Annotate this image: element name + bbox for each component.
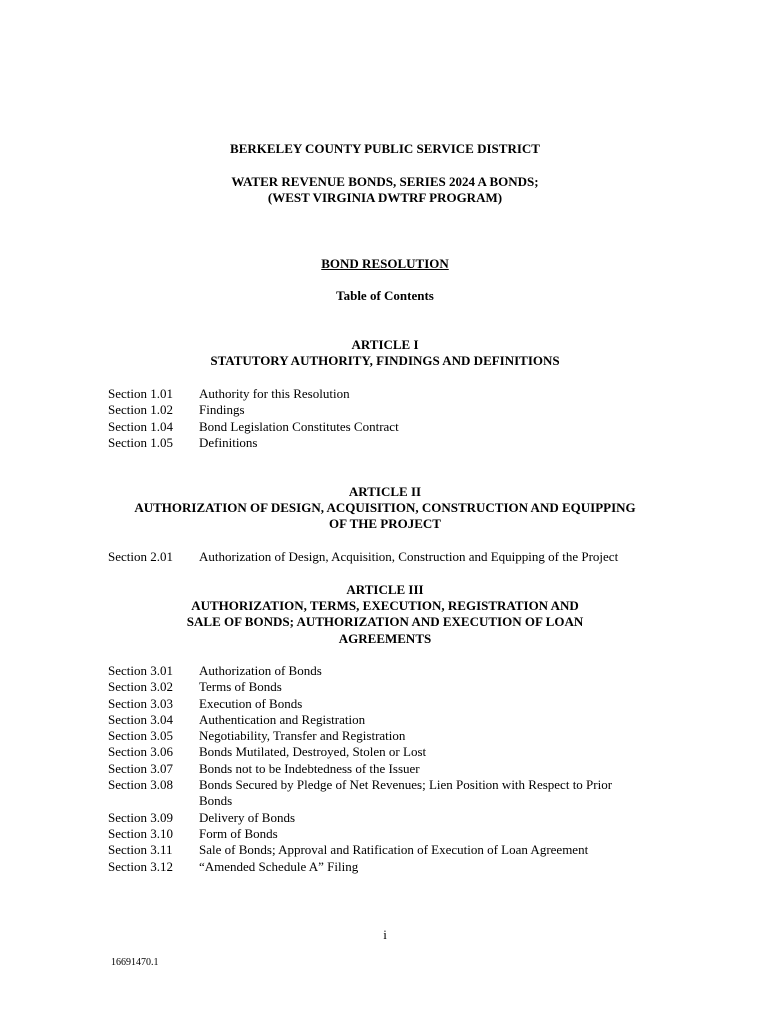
article-1-number: ARTICLE I <box>351 337 419 352</box>
section-title: Authority for this Resolution <box>199 386 350 401</box>
toc-entry[interactable] <box>108 386 668 402</box>
resolution-title-text: BOND RESOLUTION <box>321 256 449 271</box>
bonds-title-line-1: WATER REVENUE BONDS, SERIES 2024 A BONDS; <box>231 174 539 189</box>
resolution-title <box>0 256 770 272</box>
section-title: “Amended Schedule A” Filing <box>199 858 359 874</box>
article-3-section-list <box>108 663 668 875</box>
section-title: Findings <box>199 402 245 418</box>
section-title: Sale of Bonds; Approval and Ratification of Execution of Loan Agreement <box>199 842 589 858</box>
section-title: Execution of Bonds <box>199 695 303 711</box>
section-title: Bonds Mutilated, Destroyed, Stolen or Lost <box>199 744 427 760</box>
toc-entry[interactable] <box>108 402 668 418</box>
article-3-title-line-3: AGREEMENTS <box>338 631 432 646</box>
toc-entry[interactable] <box>108 777 668 810</box>
section-number: Section 3.12 <box>108 858 173 874</box>
article-2-title-line-2: OF THE PROJECT <box>329 516 441 531</box>
section-number: Section 3.02 <box>108 679 173 695</box>
article-1-title: STATUTORY AUTHORITY, FINDINGS AND DEFINITIONS <box>210 353 560 368</box>
article-1-section-list <box>108 386 668 451</box>
section-title: Terms of Bonds <box>199 679 282 695</box>
section-title-line-2: Bonds <box>199 793 233 809</box>
article-2-title-line-1: AUTHORIZATION OF DESIGN, ACQUISITION, CONSTRUCTION AND EQUIPPING <box>134 500 636 515</box>
section-number: Section 3.08 <box>108 777 173 793</box>
bonds-title-line-2: (WEST VIRGINIA DWTRF PROGRAM) <box>267 190 503 205</box>
article-3-title-line-2: SALE OF BONDS; AUTHORIZATION AND EXECUTION OF LOAN <box>186 614 584 629</box>
toc-entry[interactable] <box>108 419 668 435</box>
section-title-line-1: Bonds Secured by Pledge of Net Revenues; Lien Position with Respect to Prior <box>199 777 613 793</box>
section-title: Authentication and Registration <box>199 711 366 727</box>
district-name: BERKELEY COUNTY PUBLIC SERVICE DISTRICT <box>230 141 540 156</box>
toc-entry[interactable] <box>108 826 668 842</box>
toc-heading: Table of Contents <box>336 288 434 303</box>
section-title: Bond Legislation Constitutes Contract <box>199 418 399 434</box>
section-number: Section 1.01 <box>108 386 173 401</box>
toc-entry[interactable] <box>108 859 668 875</box>
section-title <box>199 777 668 810</box>
toc-entry[interactable] <box>108 679 668 695</box>
section-title: Form of Bonds <box>199 825 278 841</box>
section-number: Section 3.05 <box>108 728 173 744</box>
toc-entry[interactable] <box>108 728 668 744</box>
toc-entry[interactable] <box>108 435 668 451</box>
section-number: Section 3.01 <box>108 663 173 678</box>
section-number: Section 3.03 <box>108 695 173 711</box>
section-title: Bonds not to be Indebtedness of the Issuer <box>199 760 420 776</box>
section-number: Section 1.05 <box>108 434 173 450</box>
toc-entry[interactable] <box>108 549 668 565</box>
article-2-section-list <box>108 549 668 565</box>
toc-entry[interactable] <box>108 663 668 679</box>
section-number: Section 3.09 <box>108 809 173 825</box>
section-number: Section 3.06 <box>108 744 173 760</box>
section-title: Authorization of Bonds <box>199 663 322 678</box>
article-2-number: ARTICLE II <box>348 484 422 499</box>
section-number: Section 3.07 <box>108 760 173 776</box>
toc-entry[interactable] <box>108 744 668 760</box>
section-title: Negotiability, Transfer and Registration <box>199 728 406 744</box>
section-number: Section 1.04 <box>108 418 173 434</box>
toc-entry[interactable] <box>108 712 668 728</box>
page-number: i <box>383 927 387 942</box>
section-number: Section 3.10 <box>108 825 173 841</box>
section-title: Authorization of Design, Acquisition, Construction and Equipping of the Project <box>199 549 619 564</box>
toc-entry[interactable] <box>108 842 668 858</box>
section-title: Definitions <box>199 434 258 450</box>
section-number: Section 3.04 <box>108 711 173 727</box>
article-3-title-line-1: AUTHORIZATION, TERMS, EXECUTION, REGISTRATION AND <box>191 598 579 613</box>
article-3-number: ARTICLE III <box>346 582 424 597</box>
toc-entry[interactable] <box>108 810 668 826</box>
toc-entry[interactable] <box>108 761 668 777</box>
section-number: Section 3.11 <box>108 842 173 858</box>
section-title: Delivery of Bonds <box>199 809 296 825</box>
section-number: Section 2.01 <box>108 549 173 564</box>
section-number: Section 1.02 <box>108 402 173 418</box>
document-id: 16691470.1 <box>111 957 159 968</box>
toc-entry[interactable] <box>108 696 668 712</box>
